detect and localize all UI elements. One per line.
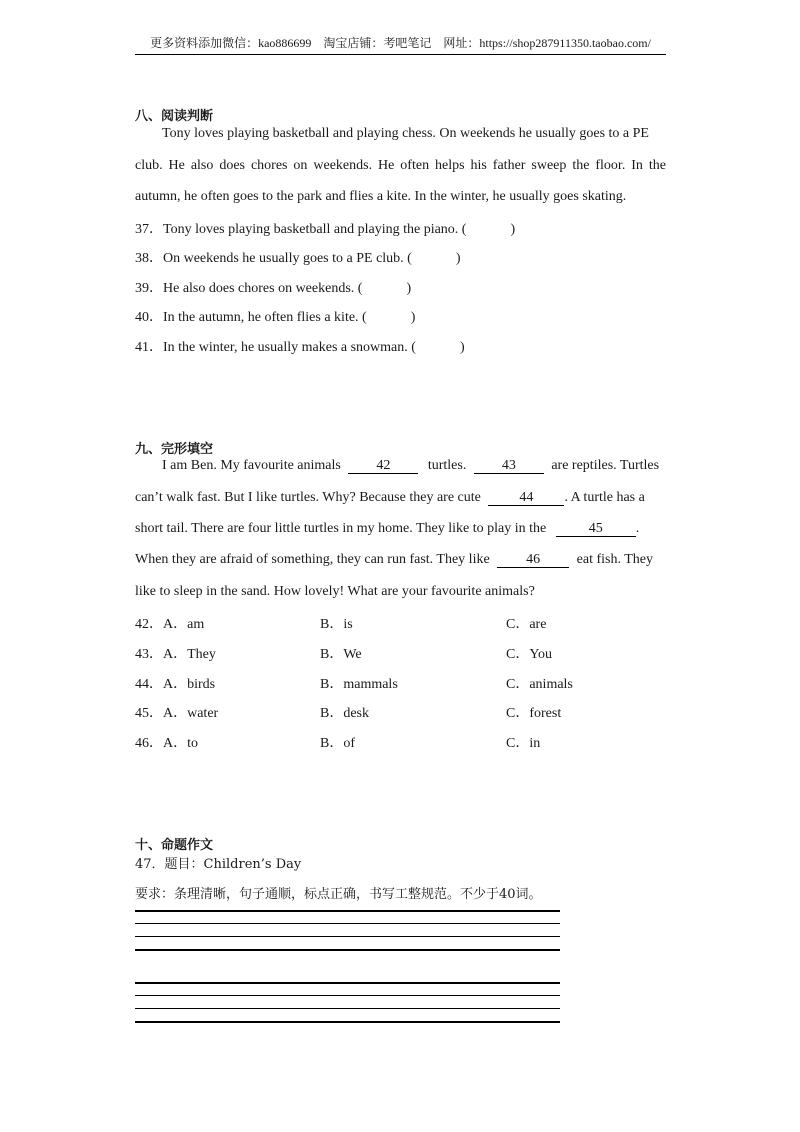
question-41 <box>135 336 465 356</box>
cloze-text: are reptiles. Turtles <box>551 458 660 473</box>
cloze-line: like to sleep in the sand. How lovely! What are your favourite animals? <box>135 584 535 599</box>
cloze-text: can’t walk fast. But I like turtles. Why? Because they are cute <box>135 490 481 505</box>
option-c[interactable]: C．forest <box>506 706 562 721</box>
blank-43[interactable]: 43 <box>474 458 544 474</box>
cloze-text: turtles. <box>427 458 467 473</box>
option-c[interactable]: C．in <box>506 736 541 751</box>
writing-line[interactable] <box>135 1008 560 1009</box>
question-text: In the autumn, he often flies a kite. ( <box>163 310 367 325</box>
cloze-text: . A turtle has a <box>564 490 645 505</box>
cloze-line <box>135 552 653 568</box>
question-39 <box>135 277 411 297</box>
question-number: 37． <box>135 222 163 237</box>
option-a[interactable]: A．water <box>163 706 219 721</box>
cloze-line <box>135 490 645 506</box>
section-title-reading-judgement: 八、阅读判断 <box>135 109 214 124</box>
cloze-line <box>135 521 639 537</box>
question-text: Tony loves playing basketball and playing the piano. ( <box>163 222 467 237</box>
cloze-text: short tail. There are four little turtles in my home. They like to play in the <box>135 521 547 536</box>
cloze-text: When they are afraid of something, they can run fast. They like <box>135 552 490 567</box>
question-40 <box>135 306 415 326</box>
option-a[interactable]: A．They <box>163 647 216 662</box>
question-37 <box>135 218 515 238</box>
blank-42[interactable]: 42 <box>348 458 418 474</box>
writing-line[interactable] <box>135 1021 560 1023</box>
question-text: In the winter, he usually makes a snowman. ( <box>163 340 416 355</box>
option-b[interactable]: B．is <box>320 617 353 632</box>
question-number: 38． <box>135 251 163 266</box>
question-number: 46． <box>135 736 163 751</box>
option-c[interactable]: C．You <box>506 647 553 662</box>
question-number: 43． <box>135 647 163 662</box>
option-b[interactable]: B．desk <box>320 706 369 721</box>
writing-line[interactable] <box>135 949 560 951</box>
cloze-text: eat fish. They <box>576 552 654 567</box>
page-header: 更多资料添加微信：kao886699 淘宝店铺：考吧笔记 网址：https://shop287911350.taobao.com/ <box>135 34 666 55</box>
close-paren: ) <box>510 222 516 237</box>
question-number: 40． <box>135 310 163 325</box>
passage-line: club. He also does chores on weekends. He often helps his father sweep the floor. In the <box>135 158 666 173</box>
close-paren: ) <box>459 340 465 355</box>
close-paren: ) <box>406 281 412 296</box>
cloze-text: I am Ben. My favourite animals <box>162 458 341 473</box>
question-text: He also does chores on weekends. ( <box>163 281 363 296</box>
writing-line[interactable] <box>135 995 560 996</box>
composition-requirement: 要求：条理清晰，句子通顺，标点正确，书写工整规范。不少于40词。 <box>135 887 542 902</box>
blank-46[interactable]: 46 <box>497 552 569 568</box>
cloze-text: . <box>635 521 640 536</box>
question-number: 45． <box>135 706 163 721</box>
writing-line[interactable] <box>135 936 560 937</box>
option-a[interactable]: A．am <box>163 617 205 632</box>
option-a[interactable]: A．birds <box>163 677 216 692</box>
question-number: 42． <box>135 617 163 632</box>
question-text: On weekends he usually goes to a PE club. ( <box>163 251 412 266</box>
question-38 <box>135 247 461 267</box>
section-title-composition: 十、命题作文 <box>135 838 214 853</box>
passage-line: Tony loves playing basketball and playing chess. On weekends he usually goes to a PE <box>162 126 649 141</box>
question-number: 39． <box>135 281 163 296</box>
question-number: 44． <box>135 677 163 692</box>
option-a[interactable]: A．to <box>163 736 198 751</box>
section-title-cloze: 九、完形填空 <box>135 442 214 457</box>
option-c[interactable]: C．animals <box>506 677 573 692</box>
option-b[interactable]: B．We <box>320 647 362 662</box>
writing-line[interactable] <box>135 982 560 984</box>
composition-prompt: 47．题目：Children’s Day <box>135 857 302 872</box>
writing-line[interactable] <box>135 910 560 912</box>
option-b[interactable]: B．mammals <box>320 677 398 692</box>
writing-line[interactable] <box>135 923 560 924</box>
close-paren: ) <box>410 310 416 325</box>
blank-44[interactable]: 44 <box>488 490 564 506</box>
passage-line: autumn, he often goes to the park and flies a kite. In the winter, he usually goes skating. <box>135 189 627 204</box>
option-c[interactable]: C．are <box>506 617 547 632</box>
close-paren: ) <box>455 251 461 266</box>
option-b[interactable]: B．of <box>320 736 355 751</box>
question-number: 41． <box>135 340 163 355</box>
blank-45[interactable]: 45 <box>556 521 636 537</box>
cloze-line <box>162 458 659 474</box>
